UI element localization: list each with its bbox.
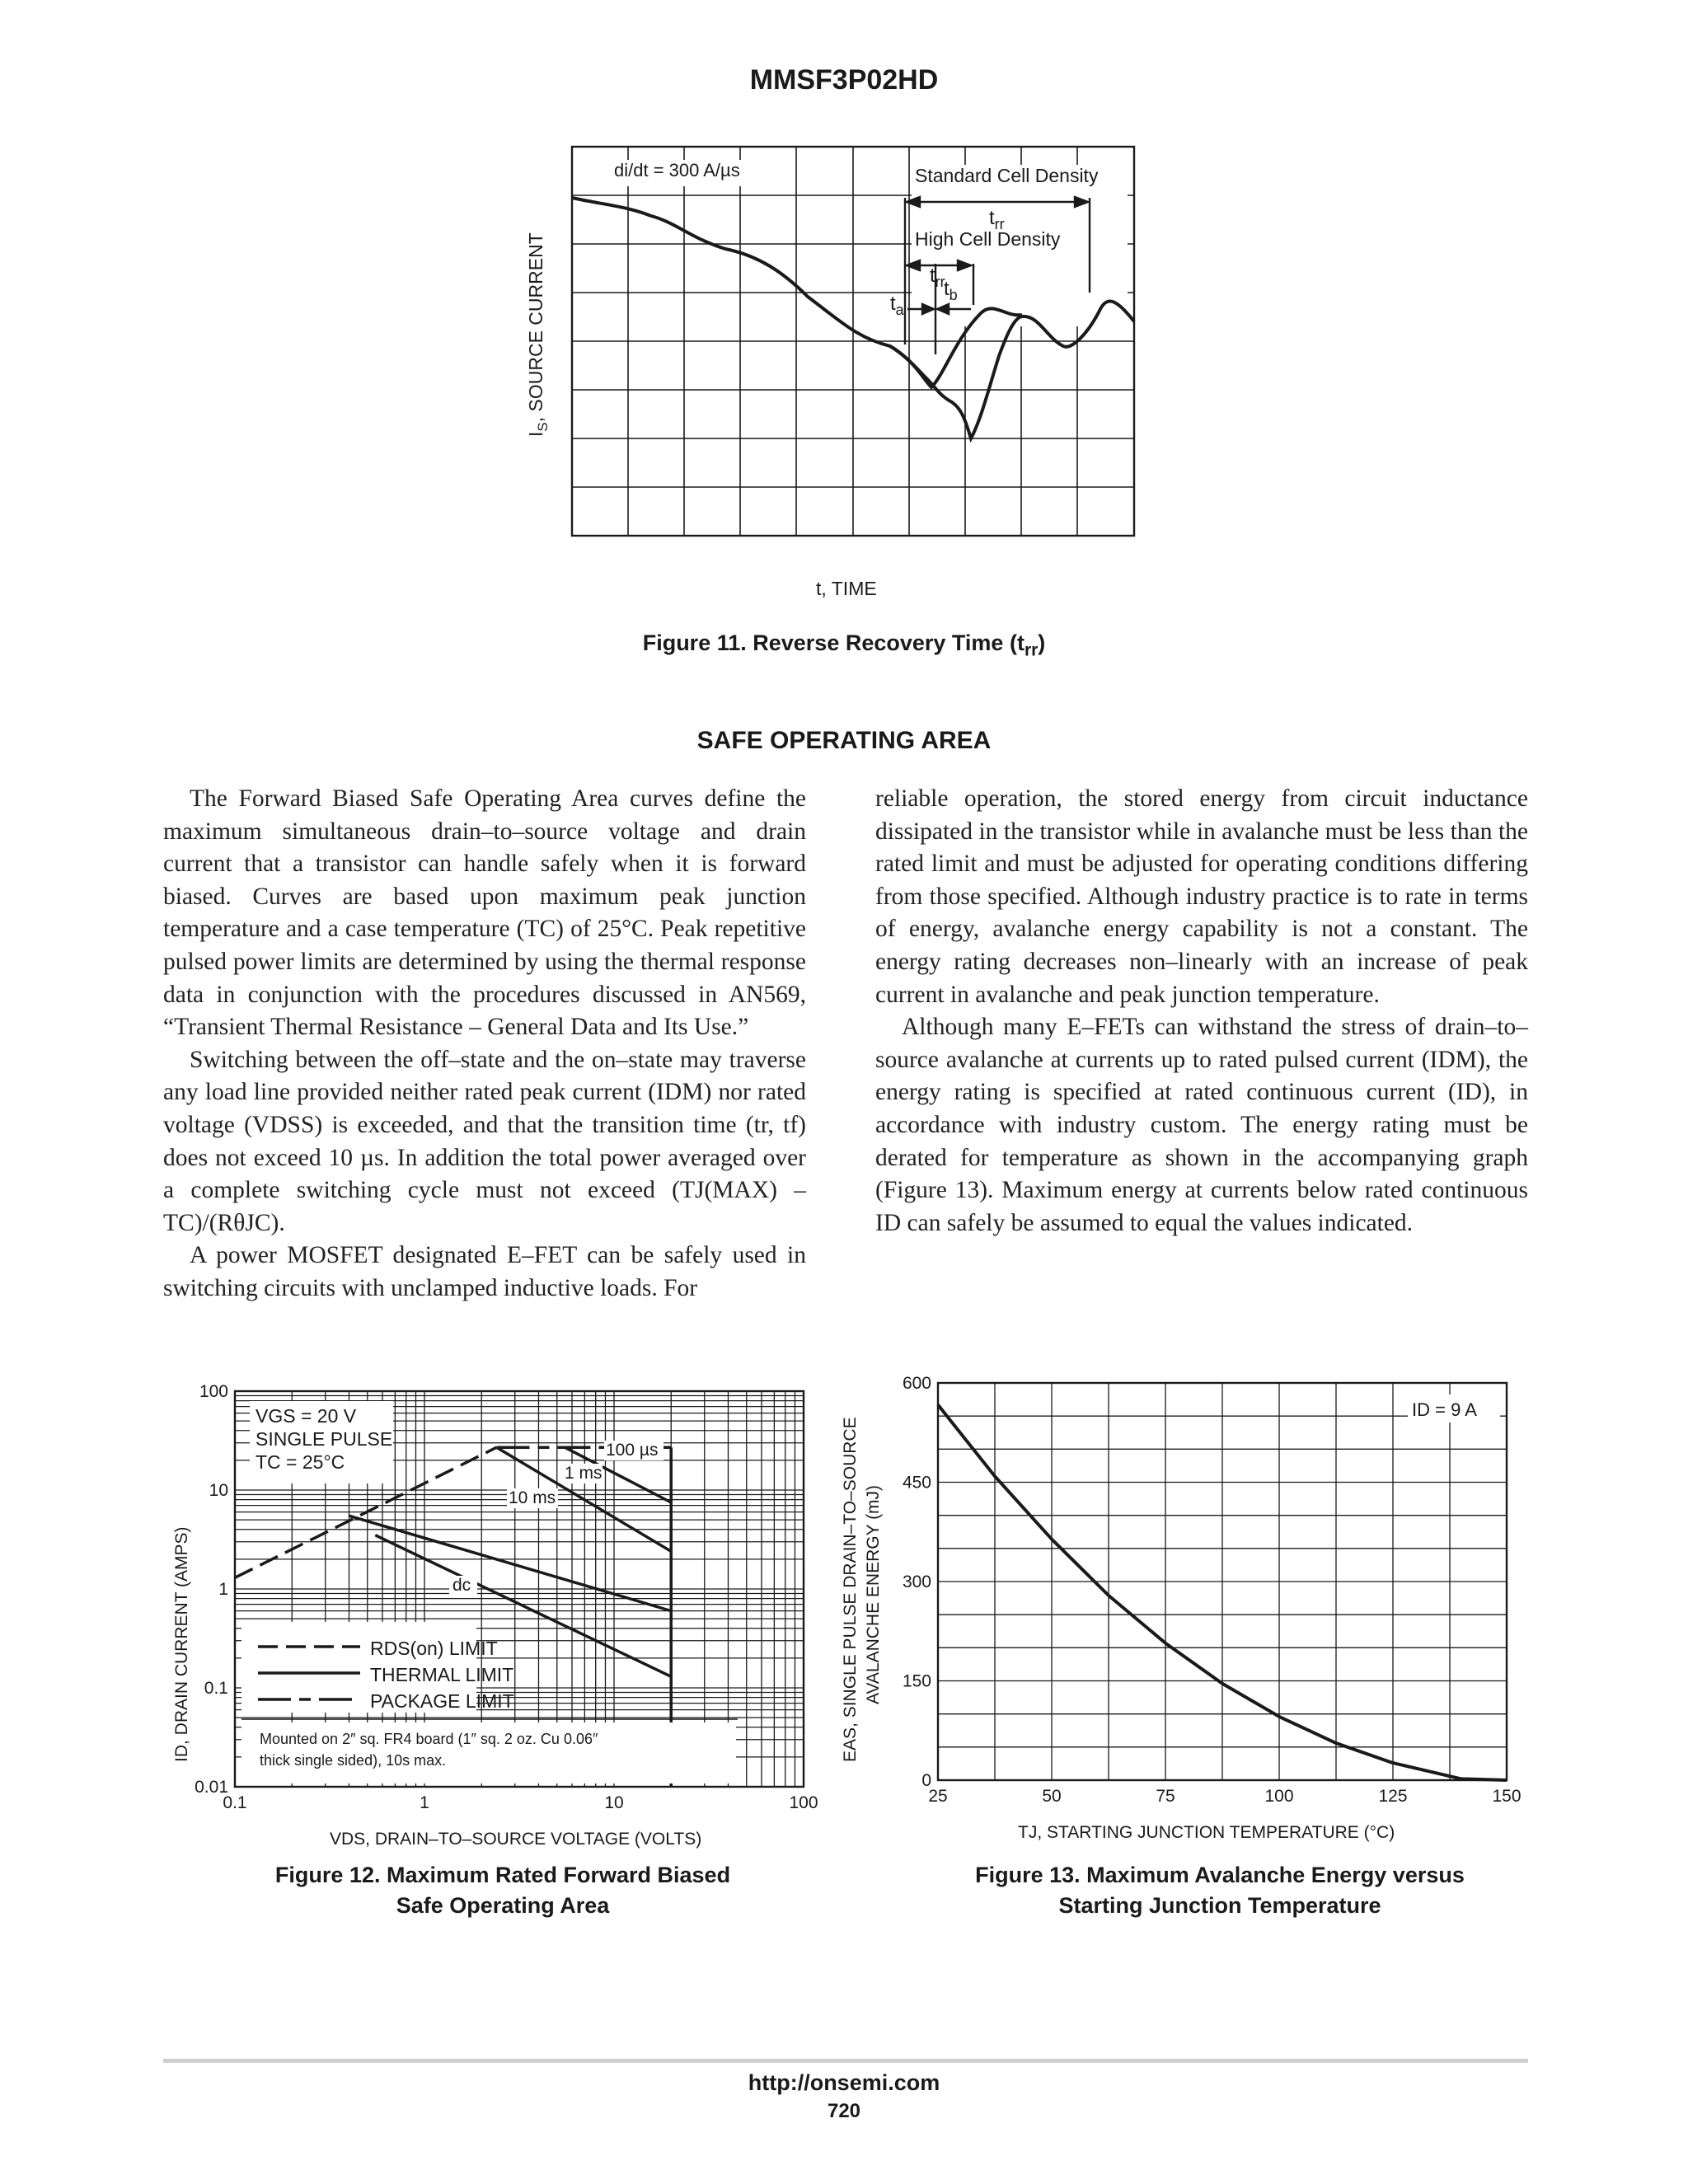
tb-label: $t_b$: [944, 278, 958, 303]
figure-11-caption: Figure 11. Reverse Recovery Time $(t_{rr})$: [642, 630, 1046, 660]
x-tick-label: 150: [1492, 1787, 1522, 1806]
figure-11-ylabel: $I_S$, SOURCE CURRENT: [525, 232, 551, 437]
y-tick-label: 100: [199, 1382, 228, 1401]
label-dc: dc: [452, 1576, 471, 1595]
x-tick-label: 10: [604, 1793, 624, 1812]
label-1ms: 1 ms: [565, 1464, 603, 1483]
page-header-part-number: MMSF3P02HD: [749, 64, 939, 96]
id-9a-label: ID = 9 A: [1412, 1399, 1477, 1420]
x-tick-label: 100: [789, 1793, 818, 1812]
ta-label: $t_a$: [890, 293, 904, 318]
figure-12-caption: [198, 1860, 808, 1921]
x-tick-label: 25: [928, 1787, 948, 1806]
x-tick-label: 75: [1156, 1787, 1175, 1806]
figure-13-ylabel-line2: AVALANCHE ENERGY (mJ): [864, 1484, 883, 1704]
y-tick-label: 600: [902, 1375, 931, 1393]
y-tick-label: 0.01: [195, 1778, 228, 1797]
trr-high-label: $t_{rr}$: [930, 265, 945, 290]
y-tick-label: 1: [218, 1580, 228, 1599]
didt-label: di/dt = 300 A/µs: [614, 160, 740, 180]
figure-13-caption: [907, 1860, 1533, 1921]
condition-vgs: VGS = 20 V: [256, 1405, 357, 1427]
body-left-column: [163, 783, 806, 1305]
y-tick-label: 150: [902, 1671, 931, 1691]
y-tick-label: 300: [902, 1572, 931, 1591]
caption-line: Figure 13. Maximum Avalanche Energy versus: [975, 1863, 1465, 1887]
caption-line: Safe Operating Area: [396, 1893, 610, 1918]
x-tick-label: 100: [1264, 1787, 1294, 1806]
paragraph: Although many E–FETs can withstand the stress of drain–to–source avalanche at currents up to rated pulsed current (IDM), the energy rating is specified at rated continuous current (ID), in accordance with industry custom. The energy rating must be derated for temperature as shown in the accompanying graph (Figure 13). Maximum energy at currents below rated continuous ID can safely be assumed to equal the values indicated.: [875, 1014, 1528, 1236]
legend-package-label: PACKAGE LIMIT: [370, 1690, 514, 1712]
standard-cell-density-label: Standard Cell Density: [915, 165, 1099, 186]
figure-13-xlabel: TJ, STARTING JUNCTION TEMPERATURE (°C): [1018, 1823, 1395, 1842]
legend-thermal-label: THERMAL LIMIT: [370, 1664, 514, 1685]
paragraph: A power MOSFET designated E–FET can be safely used in switching circuits with unclamped inductive loads. For: [163, 1242, 806, 1301]
figure-11-reverse-recovery-chart: [495, 140, 1154, 602]
y-tick-label: 0: [921, 1771, 931, 1790]
section-title: SAFE OPERATING AREA: [696, 727, 992, 754]
y-tick-label: 10: [209, 1481, 228, 1500]
figure-13-ylabel-line1: EAS, SINGLE PULSE DRAIN–TO–SOURCE: [841, 1417, 860, 1762]
y-tick-label: 450: [902, 1473, 931, 1493]
figure-11-xlabel: t, TIME: [816, 578, 877, 599]
y-tick-label: 0.1: [204, 1679, 228, 1698]
legend-rds-label: RDS(on) LIMIT: [370, 1638, 498, 1659]
x-tick-label: 0.1: [223, 1793, 247, 1812]
trr-standard-label: $t_{rr}$: [989, 207, 1005, 232]
footer-url[interactable]: http://onsemi.com: [748, 2070, 940, 2095]
paragraph: The Forward Biased Safe Operating Area curves define the maximum simultaneous drain–to–source voltage and drain current that a transistor can handle safely when it is forward biased. Curves are based upon maximum peak junction temperature and a case temperature (TC) of 25°C. Peak repetitive pulsed power limits are determined by using the thermal response data in conjunction with the procedures discussed in AN569, “Transient Thermal Resistance – General Data and Its Use.”: [163, 785, 806, 1041]
mounting-note-line1: Mounted on 2″ sq. FR4 board (1″ sq. 2 oz. Cu 0.06″: [260, 1731, 598, 1747]
body-right-column: [875, 783, 1528, 1240]
x-tick-label: 125: [1378, 1787, 1408, 1806]
x-tick-label: 1: [420, 1793, 429, 1812]
caption-line: Starting Junction Temperature: [1058, 1893, 1381, 1918]
page-number: 720: [827, 2100, 861, 2122]
paragraph: Switching between the off–state and the on–state may traverse any load line provided neither rated peak current (IDM) nor rated voltage (VDSS) is exceeded, and that the transition time (tr, tf) does not exceed 10 µs. In addition the total power averaged over a complete switching cycle must not exceed (TJ(MAX) – TC)/(RθJC).: [163, 1046, 806, 1236]
footer-rule: [163, 2059, 1528, 2063]
series-line: [349, 1516, 671, 1610]
condition-single-pulse: SINGLE PULSE: [256, 1428, 393, 1450]
label-100us: 100 µs: [606, 1441, 659, 1460]
figure-12-ylabel: ID, DRAIN CURRENT (AMPS): [172, 1526, 191, 1762]
paragraph: reliable operation, the stored energy from circuit inductance dissipated in the transistor while in avalanche must be less than the rated limit and must be adjusted for operating conditions differing from those specified. Although industry practice is to rate in terms of energy, avalanche energy capability is not a constant. The energy rating decreases non–linearly with an increase of peak current in avalanche and peak junction temperature.: [875, 785, 1528, 1008]
label-10ms: 10 ms: [509, 1488, 556, 1507]
mounting-note-line2: thick single sided), 10s max.: [260, 1752, 447, 1769]
x-tick-label: 50: [1042, 1787, 1062, 1806]
condition-tc: TC = 25°C: [256, 1451, 345, 1473]
caption-line: Figure 12. Maximum Rated Forward Biased: [274, 1863, 731, 1887]
figure-13-avalanche-chart: [832, 1375, 1525, 1861]
figure-12-xlabel: VDS, DRAIN–TO–SOURCE VOLTAGE (VOLTS): [330, 1830, 702, 1849]
figure-12-soa-chart: [161, 1375, 837, 1861]
high-cell-density-label: High Cell Density: [915, 228, 1061, 250]
